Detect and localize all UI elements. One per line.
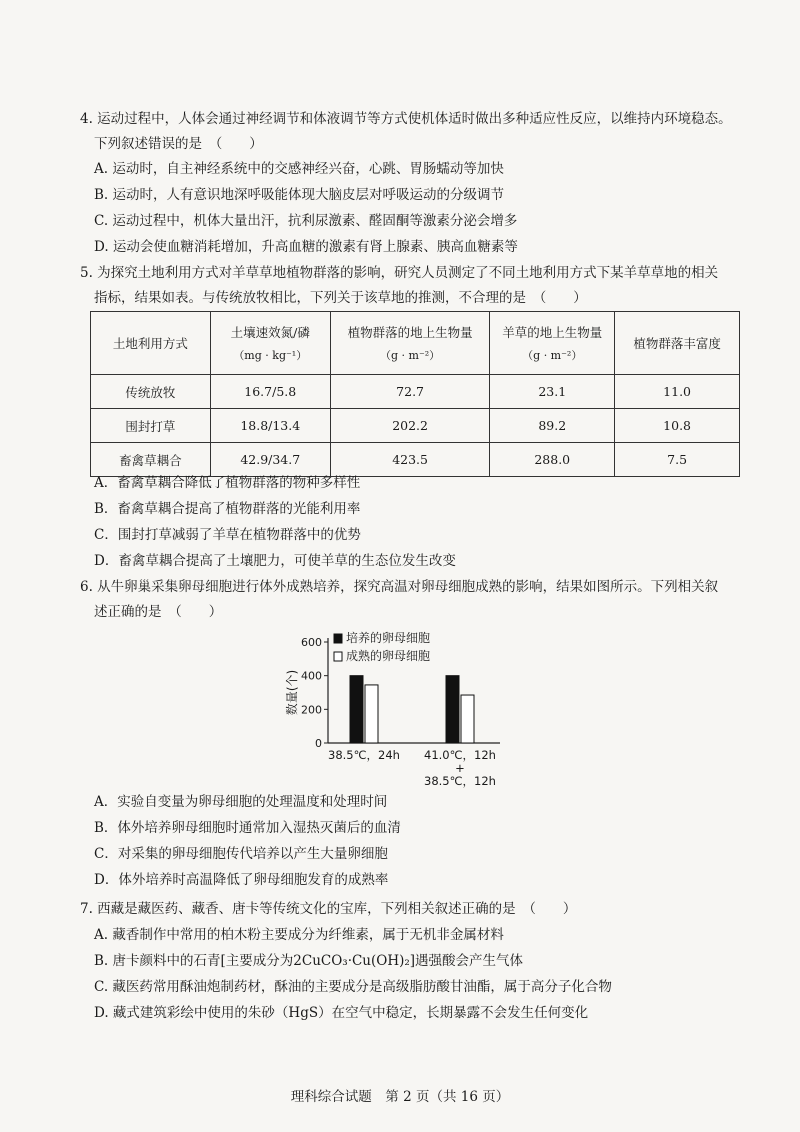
bar-cultured	[446, 676, 459, 743]
table-header-cell: 植物群落的地上生物量 （g · m⁻²）	[330, 312, 489, 375]
table-cell: 16.7/5.8	[210, 375, 330, 409]
page-footer: 理科综合试题 第 2 页（共 16 页）	[290, 1089, 510, 1105]
q7-stem: 7. 西藏是藏医药、藏香、唐卡等传统文化的宝库，下列相关叙述正确的是 （ ）	[80, 901, 577, 917]
table-header-cell: 土壤速效氮/磷 （mg · kg⁻¹）	[210, 312, 330, 375]
legend-swatch	[334, 652, 342, 661]
y-tick-label: 200	[301, 703, 322, 717]
table-header-cell: 土地利用方式	[91, 312, 211, 375]
table-cell: 72.7	[330, 375, 489, 409]
q7-option-a: A. 藏香制作中常用的柏木粉主要成分为纤维素，属于无机非金属材料	[94, 927, 504, 943]
table-cell: 42.9/34.7	[210, 443, 330, 477]
table-cell: 23.1	[490, 375, 615, 409]
q7-option-b: B. 唐卡颜料中的石青[主要成分为2CuCO₃·Cu(OH)₂]遇强酸会产生气体	[94, 953, 524, 969]
y-tick-label: 400	[301, 669, 322, 683]
table-header-row	[91, 312, 740, 375]
legend-label: 培养的卵母细胞	[346, 631, 431, 645]
q4-stem-line1: 4. 运动过程中，人体会通过神经调节和体液调节等方式使机体适时做出多种适应性反应，以维持内环境稳态。	[80, 111, 732, 127]
bar-matured	[461, 695, 474, 743]
bar-matured	[365, 685, 378, 743]
bar-cultured	[350, 676, 363, 743]
table-cell: 围封打草	[91, 409, 211, 443]
table-row	[91, 409, 740, 443]
q7-option-d: D. 藏式建筑彩绘中使用的朱砂（HgS）在空气中稳定，长期暴露不会发生任何变化	[94, 1005, 589, 1021]
table-header-cell: 羊草的地上生物量 （g · m⁻²）	[490, 312, 615, 375]
q5-stem-line2: 指标，结果如表。与传统放牧相比，下列关于该草地的推测，不合理的是 （ ）	[94, 290, 587, 306]
table-row	[91, 375, 740, 409]
table-cell: 7.5	[615, 443, 740, 477]
q6-option-d: D．体外培养时高温降低了卵母细胞发育的成熟率	[94, 872, 389, 888]
legend-label: 成熟的卵母细胞	[346, 649, 431, 663]
q4-stem-line2: 下列叙述错误的是 （ ）	[94, 136, 263, 152]
land-use-table	[90, 311, 740, 477]
q6-option-a: A．实验自变量为卵母细胞的处理温度和处理时间	[94, 794, 388, 810]
oocyte-bar-chart	[270, 630, 510, 790]
table-cell: 10.8	[615, 409, 740, 443]
x-tick-label: +	[455, 761, 465, 775]
q5-stem-line1: 5. 为探究土地利用方式对羊草草地植物群落的影响，研究人员测定了不同土地利用方式下某羊草草地的相关	[80, 265, 719, 281]
table-cell: 202.2	[330, 409, 489, 443]
x-tick-label: 41.0℃，12h	[424, 748, 496, 762]
legend-swatch	[334, 634, 342, 643]
table-cell: 畜禽草耦合	[91, 443, 211, 477]
y-tick-label: 600	[301, 636, 322, 649]
table-row	[91, 443, 740, 477]
table-cell: 18.8/13.4	[210, 409, 330, 443]
q5-option-d: D．畜禽草耦合提高了土壤肥力，可使羊草的生态位发生改变	[94, 553, 456, 569]
x-tick-label: 38.5℃，24h	[328, 748, 400, 762]
q5-option-c: C．围封打草减弱了羊草在植物群落中的优势	[94, 527, 361, 543]
x-tick-label: 38.5℃，12h	[424, 774, 496, 788]
q6-option-b: B．体外培养卵母细胞时通常加入湿热灭菌后的血清	[94, 820, 401, 836]
q4-option-d: D. 运动会使血糖消耗增加，升高血糖的激素有肾上腺素、胰高血糖素等	[94, 239, 518, 255]
table-cell: 11.0	[615, 375, 740, 409]
q4-option-a: A. 运动时，自主神经系统中的交感神经兴奋，心跳、胃肠蠕动等加快	[94, 161, 504, 177]
q5-option-b: B．畜禽草耦合提高了植物群落的光能利用率	[94, 501, 361, 517]
y-tick-label: 0	[315, 737, 322, 750]
q6-stem-line1: 6. 从牛卵巢采集卵母细胞进行体外成熟培养，探究高温对卵母细胞成熟的影响，结果如图所示。下列相关叙	[80, 579, 719, 595]
q7-option-c: C. 藏医药常用酥油炮制药材，酥油的主要成分是高级脂肪酸甘油酯，属于高分子化合物	[94, 979, 612, 995]
q5-option-a: A．畜禽草耦合降低了植物群落的物种多样性	[94, 475, 361, 491]
table-header-cell: 植物群落丰富度	[615, 312, 740, 375]
q4-option-c: C. 运动过程中，机体大量出汗，抗利尿激素、醛固酮等激素分泌会增多	[94, 213, 518, 229]
q6-option-c: C．对采集的卵母细胞传代培养以产生大量卵细胞	[94, 846, 388, 862]
table-cell: 传统放牧	[91, 375, 211, 409]
table-cell: 89.2	[490, 409, 615, 443]
q6-stem-line2: 述正确的是 （ ）	[94, 604, 223, 620]
q4-option-b: B. 运动时，人有意识地深呼吸能体现大脑皮层对呼吸运动的分级调节	[94, 187, 505, 203]
table-cell: 288.0	[490, 443, 615, 477]
y-axis-label: 数量(个)	[285, 669, 299, 716]
table-cell: 423.5	[330, 443, 489, 477]
